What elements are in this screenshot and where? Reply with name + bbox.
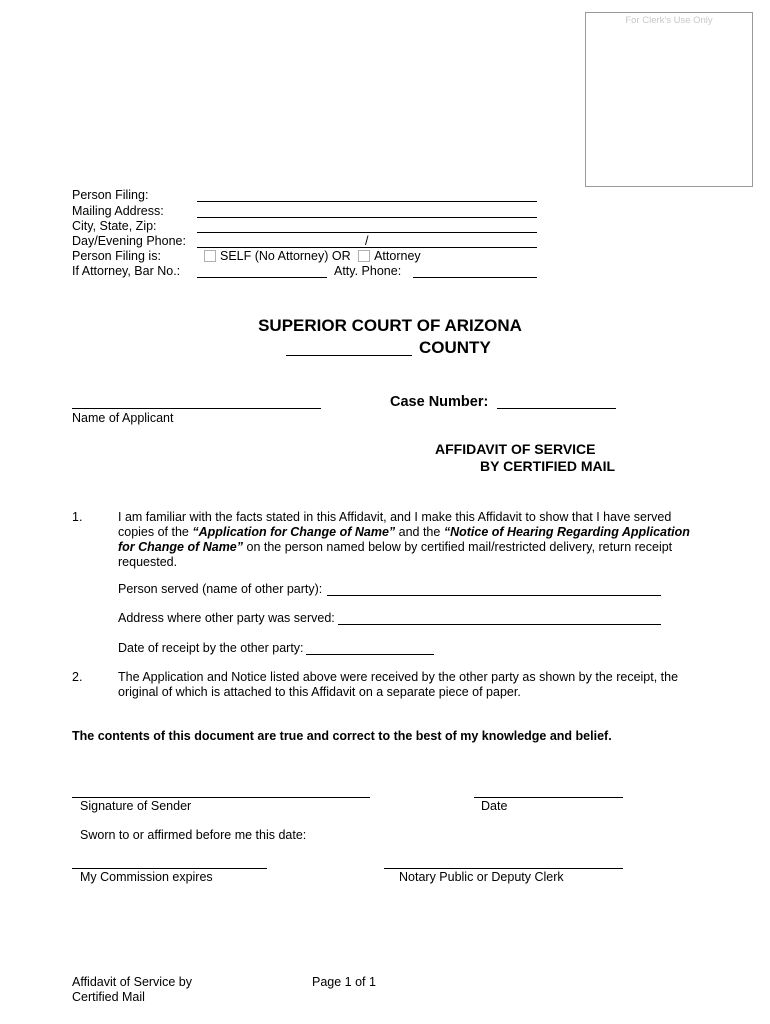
item1-text-a: I am familiar with the facts stated in this Affidavit, and I make this Affidavit to show that I have served copies of the <box>118 510 672 539</box>
notary-label: Notary Public or Deputy Clerk <box>399 870 564 884</box>
footer-title-line1: Affidavit of Service by <box>72 975 192 989</box>
mailing-address-label: Mailing Address: <box>72 204 164 218</box>
item1-text-c: on the person named below by certified mail/restricted delivery, return receipt requested. <box>118 540 673 569</box>
date-receipt-line[interactable] <box>306 654 434 655</box>
mailing-address-line[interactable] <box>197 217 537 218</box>
date-line[interactable] <box>474 797 623 798</box>
doc-title-line1: AFFIDAVIT OF SERVICE <box>435 441 596 457</box>
date-receipt-label: Date of receipt by the other party: <box>118 641 304 655</box>
case-number-label: Case Number: <box>390 394 489 410</box>
item1-number: 1. <box>72 510 83 524</box>
sender-signature-line[interactable] <box>72 797 370 798</box>
clerk-use-box <box>585 12 753 187</box>
self-checkbox[interactable] <box>204 250 216 262</box>
bar-no-label: If Attorney, Bar No.: <box>72 264 181 278</box>
atty-phone-label: Atty. Phone: <box>334 264 402 278</box>
attorney-option-label: Attorney <box>374 249 421 263</box>
date-label: Date <box>481 799 508 813</box>
person-filing-line[interactable] <box>197 201 537 202</box>
city-state-zip-line[interactable] <box>197 232 537 233</box>
notary-line[interactable] <box>384 868 623 869</box>
case-number-line[interactable] <box>497 408 616 409</box>
clerk-use-label: For Clerk's Use Only <box>625 15 713 26</box>
declaration-text: The contents of this document are true and correct to the best of my knowledge and belief. <box>72 729 612 743</box>
applicant-line[interactable] <box>72 408 321 409</box>
item1-text-b: and the <box>395 525 444 539</box>
application-name: “Application for Change of Name” <box>192 525 396 539</box>
person-served-label: Person served (name of other party): <box>118 582 323 596</box>
page-number: Page 1 of 1 <box>312 975 376 989</box>
phone-separator: / <box>365 234 369 248</box>
address-served-line[interactable] <box>338 624 661 625</box>
item2-number: 2. <box>72 670 83 684</box>
phone-label: Day/Evening Phone: <box>72 234 186 248</box>
filing-type-options <box>204 249 421 263</box>
attorney-checkbox[interactable] <box>358 250 370 262</box>
person-served-line[interactable] <box>327 595 661 596</box>
bar-no-line[interactable] <box>197 277 327 278</box>
city-state-zip-label: City, State, Zip: <box>72 219 157 233</box>
address-served-label: Address where other party was served: <box>118 611 335 625</box>
item1-text <box>118 510 703 570</box>
self-option-label: SELF (No Attorney) OR <box>220 249 351 263</box>
sworn-label: Sworn to or affirmed before me this date: <box>80 828 307 842</box>
commission-line[interactable] <box>72 868 267 869</box>
footer-title-line2: Certified Mail <box>72 990 145 1004</box>
court-title: SUPERIOR COURT OF ARIZONA <box>258 316 522 335</box>
county-label: COUNTY <box>419 338 491 357</box>
person-filing-is-label: Person Filing is: <box>72 249 161 263</box>
county-line[interactable] <box>286 355 412 356</box>
notice-name: “Notice of Hearing Regarding Application for Change of Name” <box>118 525 690 554</box>
sender-signature-label: Signature of Sender <box>80 799 192 813</box>
commission-label: My Commission expires <box>80 870 213 884</box>
applicant-label: Name of Applicant <box>72 411 174 425</box>
item2-text: The Application and Notice listed above were received by the other party as shown by the receipt, the original of which is attached to this Affidavit on a separate piece of paper. <box>118 670 679 699</box>
doc-title-line2: BY CERTIFIED MAIL <box>480 458 616 474</box>
atty-phone-line[interactable] <box>413 277 537 278</box>
person-filing-label: Person Filing: <box>72 188 149 202</box>
